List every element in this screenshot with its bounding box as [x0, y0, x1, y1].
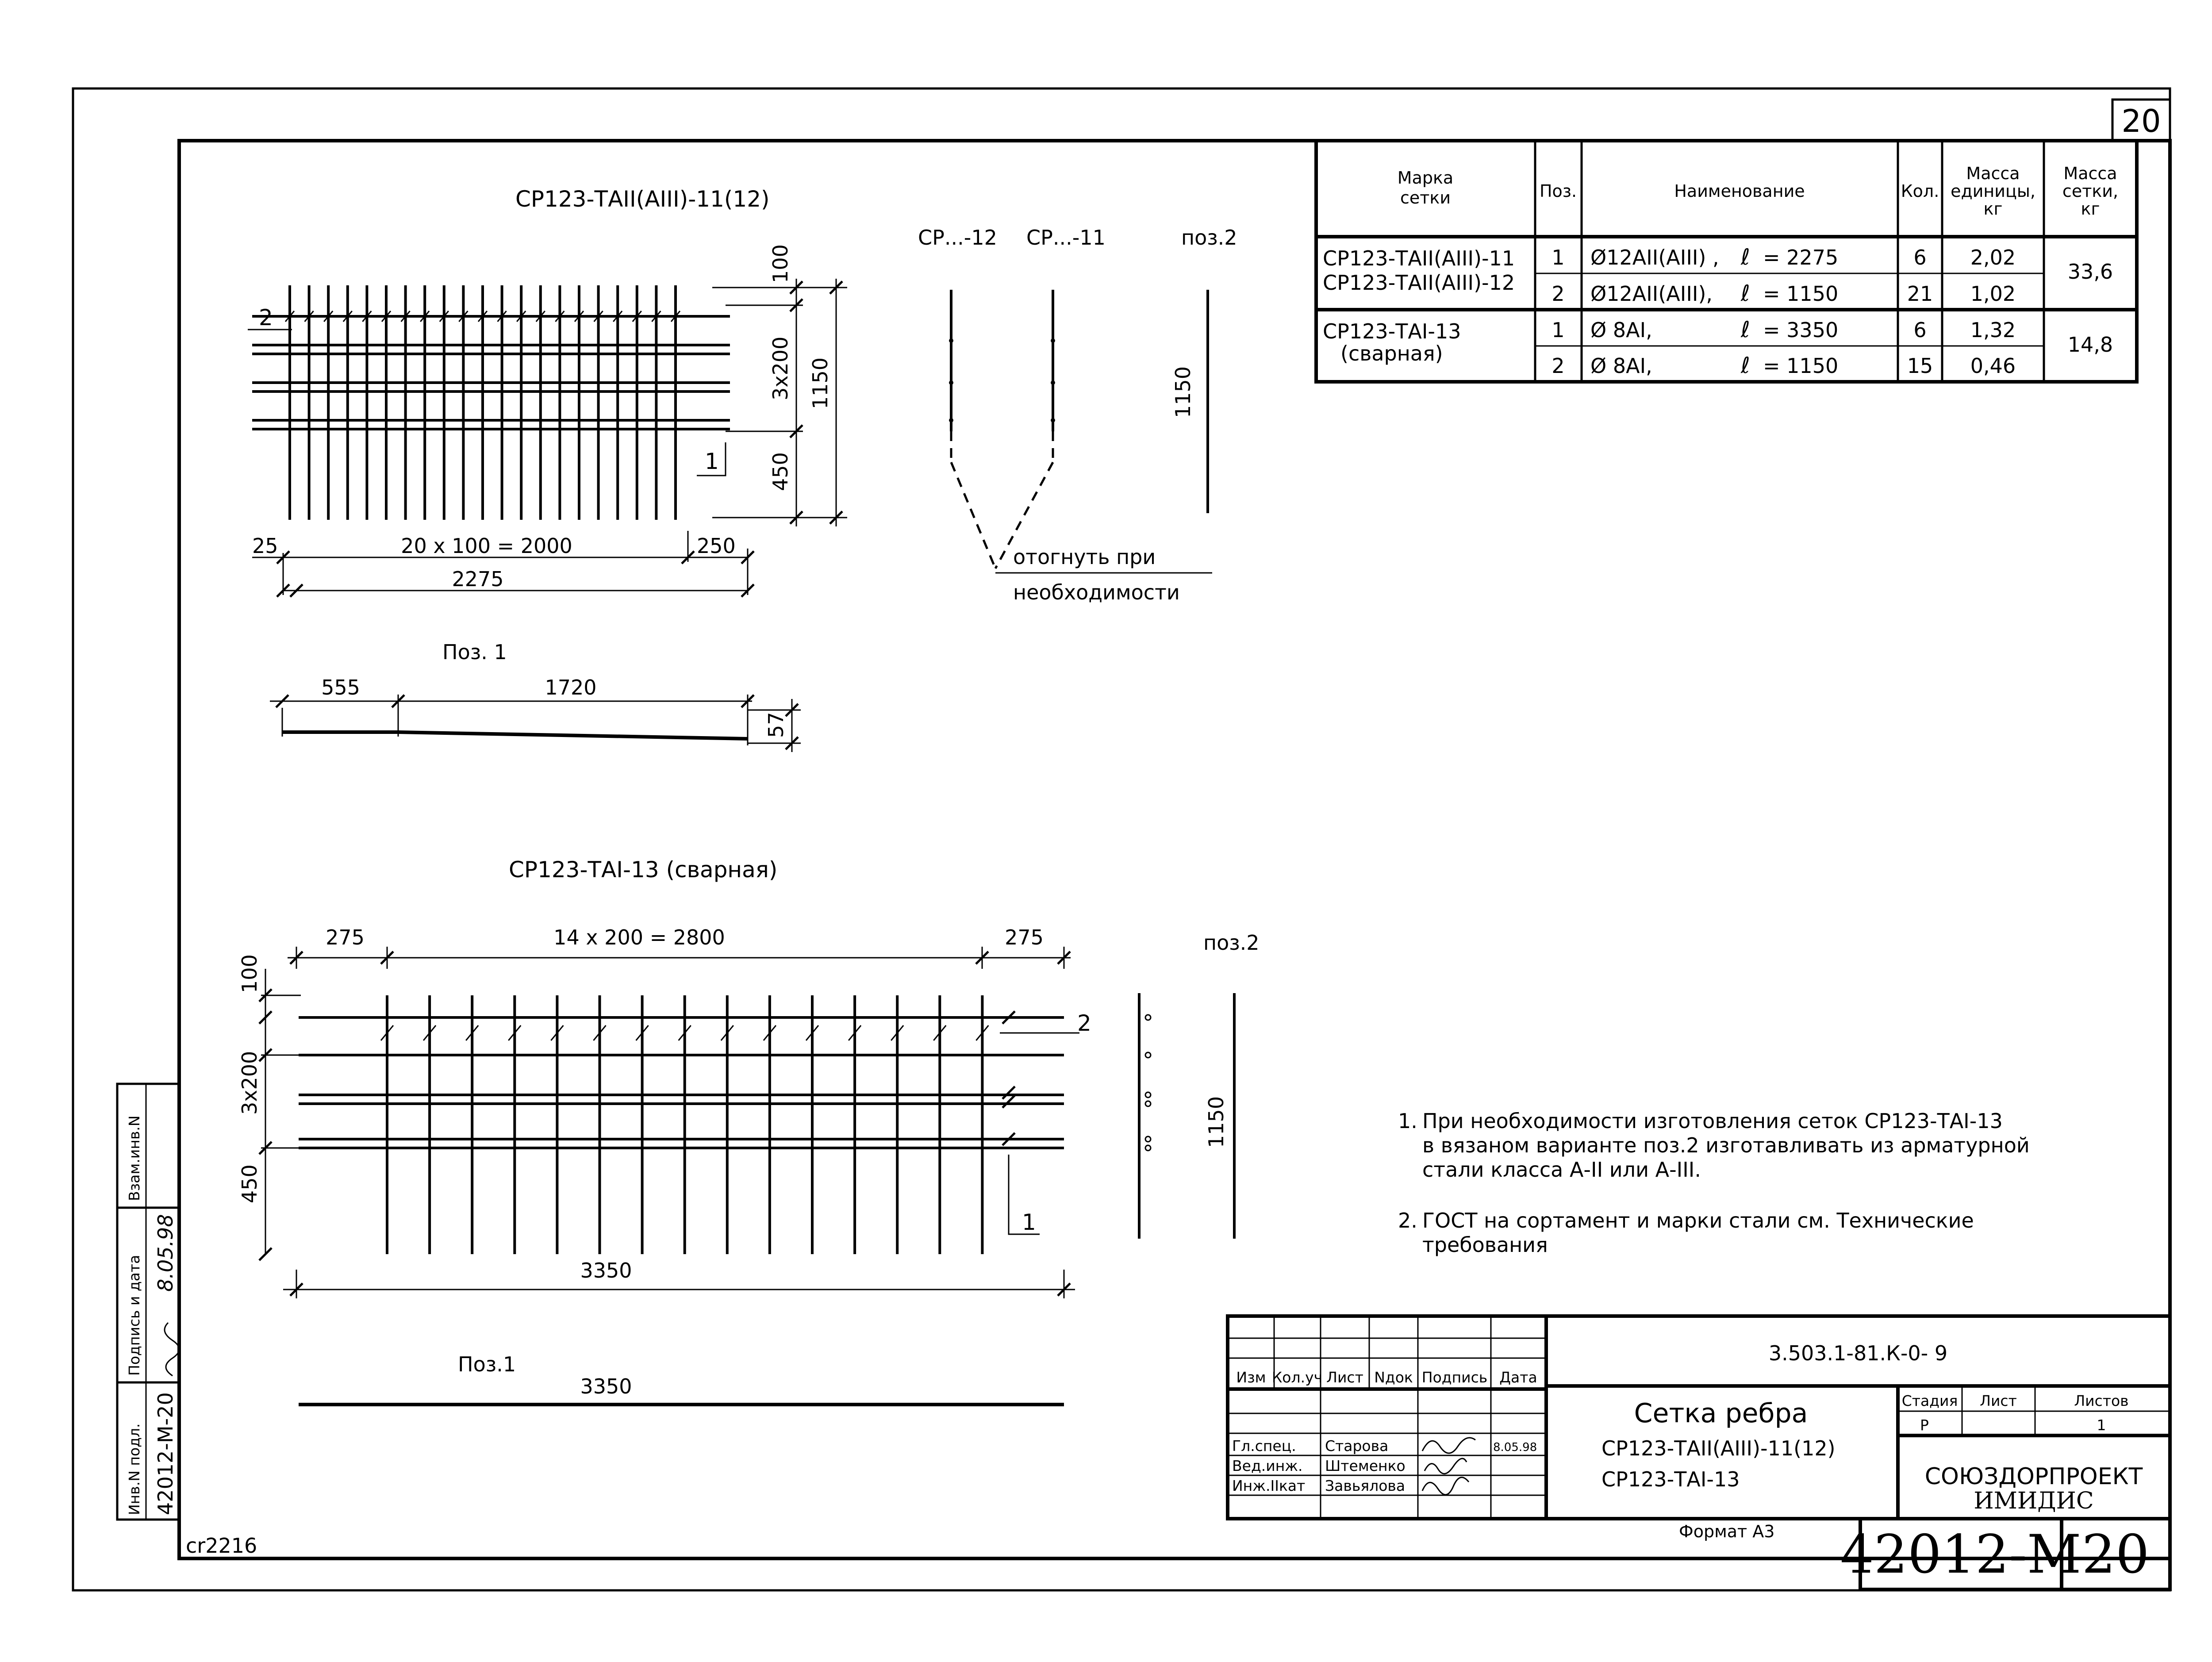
g1r1-l: = 2275	[1763, 246, 1839, 269]
pos1-bent-bar	[270, 640, 801, 752]
title-block	[1228, 1316, 2170, 1519]
mark-g1-b: СР123-ТАII(АIII)-12	[1323, 271, 1515, 295]
pos1-straight-dim: 3350	[580, 1374, 632, 1398]
g2r2-pos: 2	[1551, 354, 1565, 378]
mark-g2-a: СР123-ТАI-13	[1323, 319, 1461, 343]
note-1-line-1: При необходимости изготовления сеток СР123-ТАI-13	[1422, 1109, 2003, 1133]
drawing2-dim-bottom: 450	[238, 1164, 261, 1203]
drawing2-title: СР123-ТАI-13 (сварная)	[509, 857, 778, 883]
rev-h-izm: Изм	[1236, 1369, 1266, 1386]
note-1-line-2: в вязаном варианте поз.2 изготавливать из арматурной	[1422, 1133, 2030, 1157]
drawing1-title: СР123-ТАII(АIII)-11(12)	[515, 186, 770, 212]
g2r1-qty: 6	[1913, 318, 1927, 342]
hdr-mass-net-3: кг	[2081, 199, 2100, 219]
role-1: Гл.спец.	[1232, 1437, 1296, 1455]
g2r1-name: Ø 8АI,	[1590, 318, 1652, 342]
g1r2-l: = 1150	[1763, 282, 1839, 306]
drawing1-dim-span: 20 x 100 = 2000	[401, 534, 572, 558]
drawing2-vertical-bars	[381, 995, 988, 1254]
g1r2-pos: 2	[1551, 282, 1565, 306]
g1r1-l-sym: ℓ	[1741, 244, 1750, 270]
drawing2-pos2: поз.2	[1203, 931, 1260, 955]
drawing2-dim-total: 3350	[580, 1259, 632, 1282]
role-2: Вед.инж.	[1232, 1457, 1303, 1474]
drawing1-dim-total: 2275	[452, 567, 504, 591]
pos1-straight-title: Поз.1	[458, 1352, 516, 1376]
g1r1-name: Ø12АII(АIII) ,	[1590, 246, 1719, 269]
note-1-line-3: стали класса А-II или А-III.	[1422, 1158, 1701, 1182]
drawing1-pos2-label: 2	[259, 305, 273, 330]
org-name-2: ИМИДИС	[1974, 1488, 2094, 1514]
pos1-straight-bar	[299, 1352, 1064, 1405]
drawing2-dim-right: 275	[1005, 925, 1044, 949]
hdr-mass-unit-1: Масса	[1966, 164, 2020, 183]
org-name-1: СОЮЗДОРПРОЕКТ	[1924, 1463, 2143, 1490]
drawing1-dim-right: 250	[697, 534, 736, 558]
detail-view	[918, 226, 1237, 604]
detail-note-1: отогнуть при	[1013, 545, 1156, 569]
rev-h-ndok: Nдок	[1374, 1369, 1413, 1386]
side-sign-date: Подпись и дата	[126, 1255, 143, 1376]
role-3: Инж.IIкат	[1232, 1477, 1306, 1494]
g2r2-qty: 15	[1907, 354, 1933, 378]
product-title: Сетка ребра	[1634, 1398, 1808, 1429]
side-stamp	[117, 1084, 179, 1520]
sheets-header: Листов	[2074, 1392, 2129, 1409]
stage-header: Стадия	[1901, 1392, 1958, 1409]
rev-h-date: Дата	[1499, 1369, 1537, 1386]
hdr-name: Наименование	[1674, 181, 1805, 201]
hdr-pos: Поз.	[1539, 181, 1577, 201]
g1r2-qty: 21	[1907, 282, 1933, 306]
hdr-mass-unit-2: единицы,	[1951, 181, 2035, 201]
drawing2-dim-1150: 1150	[1204, 1096, 1228, 1148]
g1r1-mass: 2,02	[1970, 246, 2016, 269]
pos1-dim-h: 57	[764, 712, 788, 738]
signature-3	[1422, 1478, 1469, 1495]
drawing1-dim-top: 100	[768, 244, 792, 283]
product-line2: СР123-ТАII(АIII)-11(12)	[1601, 1436, 1836, 1460]
side-signature	[165, 1323, 179, 1376]
mark-g1-a: СР123-ТАII(АIII)-11	[1323, 246, 1515, 270]
detail-pos2: поз.2	[1181, 226, 1237, 249]
name-1: Старова	[1325, 1437, 1389, 1455]
g2r1-l: = 3350	[1763, 318, 1839, 342]
hdr-qty: Кол.	[1901, 181, 1939, 201]
stage-value: Р	[1920, 1416, 1929, 1434]
product-line3: СР123-ТАI-13	[1601, 1467, 1740, 1491]
hdr-mark-1: Марка	[1397, 168, 1454, 188]
sheets-value: 1	[2097, 1416, 2106, 1434]
g2r1-mass: 1,32	[1970, 318, 2016, 342]
note-2-line-2: требования	[1422, 1233, 1548, 1257]
g1r2-l-sym: ℓ	[1741, 280, 1750, 306]
mesh-drawing-2	[238, 857, 1260, 1298]
drawing1-dim-bottom: 450	[768, 452, 792, 491]
drawing1-pos1-label: 1	[705, 449, 719, 474]
drawing2-pos1-label: 1	[1022, 1209, 1036, 1235]
rev-h-list: Лист	[1326, 1369, 1363, 1386]
g2r2-l-sym: ℓ	[1741, 353, 1750, 378]
name-3: Завьялова	[1325, 1477, 1406, 1494]
footer	[186, 1519, 2170, 1589]
g2r2-l: = 1150	[1763, 354, 1839, 378]
g1r1-pos: 1	[1551, 246, 1565, 269]
g2r2-name: Ø 8АI,	[1590, 354, 1652, 378]
hdr-mass-net-2: сетки,	[2062, 181, 2119, 201]
sheet-header: Лист	[1980, 1392, 2017, 1409]
note-2-line-1: ГОСТ на сортамент и марки стали см. Технические	[1422, 1209, 1974, 1232]
drawing1-dim-height: 1150	[808, 357, 832, 409]
footer-number: 20	[2081, 1524, 2150, 1585]
drawing2-dim-top: 100	[238, 954, 261, 993]
dimension-ticks	[259, 281, 1070, 1296]
doc-code: 3.503.1-81.К-0- 9	[1768, 1341, 1948, 1365]
mark-g2-b: (сварная)	[1340, 342, 1443, 365]
pos1-dim-b: 1720	[545, 676, 597, 699]
drawing1-vertical-bars	[285, 285, 680, 520]
format-label: Формат А3	[1679, 1522, 1775, 1541]
notes	[1398, 1109, 2030, 1257]
drawing2-dim-span: 14 x 200 = 2800	[553, 925, 725, 949]
pos1-dim-a: 555	[321, 676, 360, 699]
g1r2-mass: 1,02	[1970, 282, 2016, 306]
signature-2	[1425, 1459, 1467, 1474]
drawing2-pos2-label: 2	[1077, 1010, 1091, 1036]
drawing1-dim-mid: 3x200	[768, 336, 792, 400]
spec-table	[1316, 141, 2137, 382]
detail-label-11: СР...-11	[1026, 226, 1106, 249]
detail-note-2: необходимости	[1013, 580, 1180, 604]
detail-dim-1150: 1150	[1171, 366, 1195, 418]
note-2-num: 2.	[1398, 1209, 1417, 1232]
drawing-code: 42012-M	[1840, 1524, 2081, 1585]
hdr-mass-unit-3: кг	[1983, 199, 2003, 219]
g1r1-qty: 6	[1913, 246, 1927, 269]
rev-h-kol: Кол.уч	[1271, 1369, 1323, 1386]
drawing2-dim-left: 275	[326, 925, 365, 949]
side-inv-podl: Инв.N подл.	[126, 1423, 143, 1515]
g1r2-name: Ø12АII(АIII),	[1590, 282, 1713, 306]
name-2: Штеменко	[1325, 1457, 1406, 1474]
hdr-mark-2: сетки	[1400, 188, 1451, 207]
g2-mass-net: 14,8	[2067, 333, 2113, 357]
detail-label-12: СР...-12	[918, 226, 997, 249]
g2r2-mass: 0,46	[1970, 354, 2016, 378]
drawing1-dim-left: 25	[252, 534, 278, 558]
pos1-bent-title: Поз. 1	[442, 640, 507, 664]
rev-h-sign: Подпись	[1421, 1369, 1488, 1386]
date-1: 8.05.98	[1493, 1441, 1537, 1454]
side-handwritten-date: 8.05.98	[154, 1214, 177, 1292]
mesh-drawing-1	[248, 186, 847, 595]
hdr-mass-net-1: Масса	[2063, 164, 2117, 183]
note-1-num: 1.	[1398, 1109, 1417, 1133]
g2r1-l-sym: ℓ	[1741, 317, 1750, 342]
corner-number: 20	[2121, 103, 2161, 139]
bottom-left-code: cr2216	[186, 1534, 257, 1558]
g2r1-pos: 1	[1551, 318, 1565, 342]
signature-1	[1422, 1438, 1475, 1453]
side-vzam: Взам.инв.N	[126, 1115, 143, 1201]
drawing2-dim-mid: 3x200	[238, 1051, 261, 1115]
g1-mass-net: 33,6	[2067, 260, 2113, 284]
side-inv-no: 42012-M-20	[154, 1392, 177, 1515]
